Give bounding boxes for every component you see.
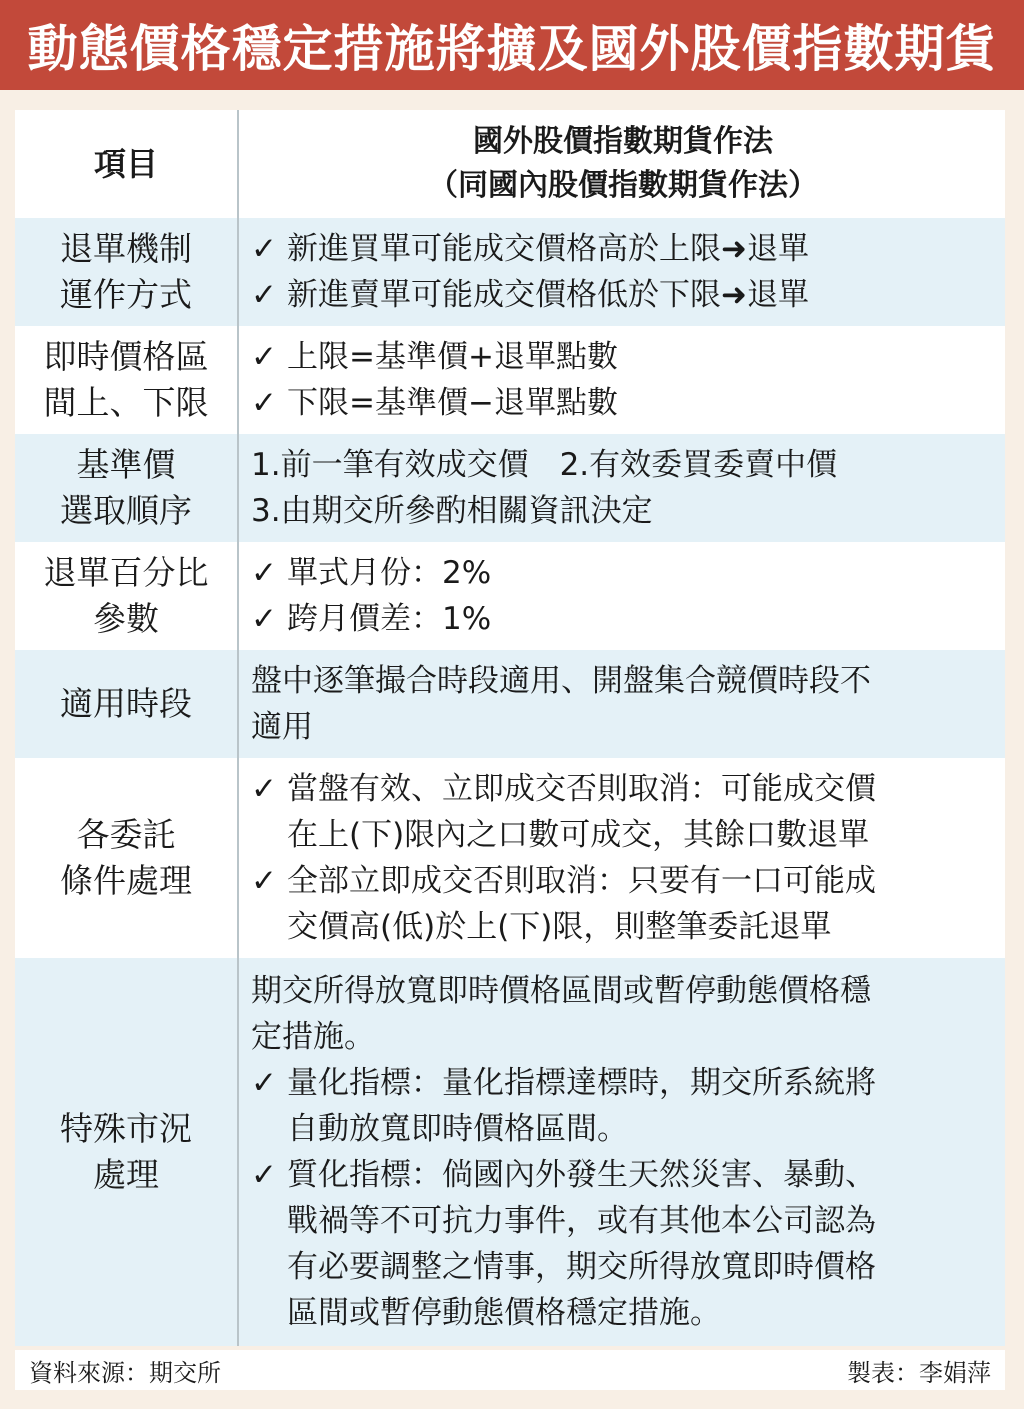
check-mark-icon: ✓	[251, 771, 277, 807]
check-item-text: 交價高(低)於上(下)限，則整筆委託退單	[287, 909, 832, 945]
row-item-line: 參數	[93, 599, 159, 638]
row-item-cell	[15, 218, 237, 326]
row-item-cell	[15, 434, 237, 542]
header-item-label: 項目	[93, 145, 158, 183]
check-item-text: 下限=基準價−退單點數	[287, 385, 618, 421]
row-content-line: 期交所得放寬即時價格區間或暫停動態價格穩	[251, 973, 871, 1009]
check-item-text: 全部立即成交否則取消：只要有一口可能成	[287, 863, 876, 899]
row-item-cell	[15, 758, 237, 958]
row-content-line: 1.前一筆有效成交價 2.有效委買委賣中價	[251, 447, 838, 483]
header-content-cell	[239, 110, 1005, 218]
row-item-line: 退單百分比	[43, 553, 209, 592]
check-item-text: 當盤有效、立即成交否則取消：可能成交價	[287, 771, 876, 807]
table-row-reject-percentage	[15, 542, 1005, 650]
row-content-cell	[239, 758, 1005, 958]
row-item-line: 選取順序	[60, 491, 192, 530]
check-item-text: 在上(下)限內之口數可成交，其餘口數退單	[287, 817, 870, 853]
check-item	[251, 1060, 995, 1152]
check-item-text: 新進買單可能成交價格高於上限➜退單	[287, 231, 809, 267]
source-credit: 資料來源：期交所	[29, 1358, 221, 1387]
header-content-line2: （同國內股價指數期貨作法）	[428, 168, 818, 203]
check-item	[251, 766, 995, 858]
row-content-line: 定措施。	[251, 1019, 375, 1055]
row-item-line: 各委託	[76, 815, 176, 854]
row-content-line: 3.由期交所參酌相關資訊決定	[251, 493, 653, 529]
check-mark-icon: ✓	[251, 1157, 277, 1193]
row-item-line: 特殊市況	[60, 1109, 192, 1148]
check-item-text: 自動放寬即時價格區間。	[287, 1111, 628, 1147]
header-item-cell	[15, 110, 237, 218]
check-mark-icon: ✓	[251, 863, 277, 899]
row-content-cell	[239, 650, 1005, 758]
row-content-cell	[239, 434, 1005, 542]
check-item-text: 區間或暫停動態價格穩定措施。	[287, 1295, 721, 1331]
page-title: 動態價格穩定措施將擴及國外股價指數期貨	[0, 0, 1024, 90]
check-item-text: 量化指標：量化指標達標時，期交所系統將	[287, 1065, 876, 1101]
check-item-text: 跨月價差：1%	[287, 601, 492, 637]
check-item-text: 質化指標：倘國內外發生天然災害、暴動、	[287, 1157, 876, 1193]
check-item-text: 有必要調整之情事，期交所得放寬即時價格	[287, 1249, 876, 1285]
table-row-reference-price	[15, 434, 1005, 542]
table-header-row	[15, 110, 1005, 218]
row-item-cell	[15, 650, 237, 758]
check-item	[251, 226, 995, 272]
row-item-cell	[15, 326, 237, 434]
row-item-line: 退單機制	[60, 229, 192, 268]
measures-table	[15, 110, 1005, 1346]
header-content-line1: 國外股價指數期貨作法	[473, 124, 773, 159]
check-item-text: 上限=基準價+退單點數	[287, 339, 618, 375]
row-item-line: 即時價格區	[43, 337, 209, 376]
check-item	[251, 1152, 995, 1336]
row-content-cell	[239, 958, 1005, 1346]
table-row-reject-mechanism	[15, 218, 1005, 326]
check-mark-icon: ✓	[251, 1065, 277, 1101]
check-item-text: 單式月份：2%	[287, 555, 492, 591]
table-row-applicable-period	[15, 650, 1005, 758]
row-content-line: 適用	[251, 709, 313, 745]
check-item-text: 新進賣單可能成交價格低於下限➜退單	[287, 277, 809, 313]
row-item-cell	[15, 542, 237, 650]
row-item-line: 適用時段	[60, 684, 192, 723]
check-item	[251, 334, 995, 380]
maker-credit: 製表：李娟萍	[847, 1358, 991, 1387]
check-mark-icon: ✓	[251, 601, 277, 637]
check-mark-icon: ✓	[251, 339, 277, 375]
footer	[15, 1350, 1005, 1390]
row-item-line: 間上、下限	[43, 383, 209, 422]
row-item-line: 運作方式	[60, 275, 192, 314]
row-content-cell	[239, 542, 1005, 650]
check-item-text: 戰禍等不可抗力事件，或有其他本公司認為	[287, 1203, 876, 1239]
check-item	[251, 858, 995, 950]
table-row-price-limits	[15, 326, 1005, 434]
row-content-line: 盤中逐筆撮合時段適用、開盤集合競價時段不	[251, 663, 871, 699]
check-item	[251, 550, 995, 596]
row-item-cell	[15, 958, 237, 1346]
table-row-order-conditions	[15, 758, 1005, 958]
row-item-line: 處理	[93, 1155, 159, 1194]
check-mark-icon: ✓	[251, 231, 277, 267]
check-item	[251, 596, 995, 642]
check-item	[251, 380, 995, 426]
check-mark-icon: ✓	[251, 385, 277, 421]
row-item-line: 基準價	[76, 445, 176, 484]
table-row-special-market	[15, 958, 1005, 1346]
check-mark-icon: ✓	[251, 555, 277, 591]
row-content-cell	[239, 326, 1005, 434]
check-item	[251, 272, 995, 318]
check-mark-icon: ✓	[251, 277, 277, 313]
row-content-cell	[239, 218, 1005, 326]
row-item-line: 條件處理	[60, 861, 192, 900]
